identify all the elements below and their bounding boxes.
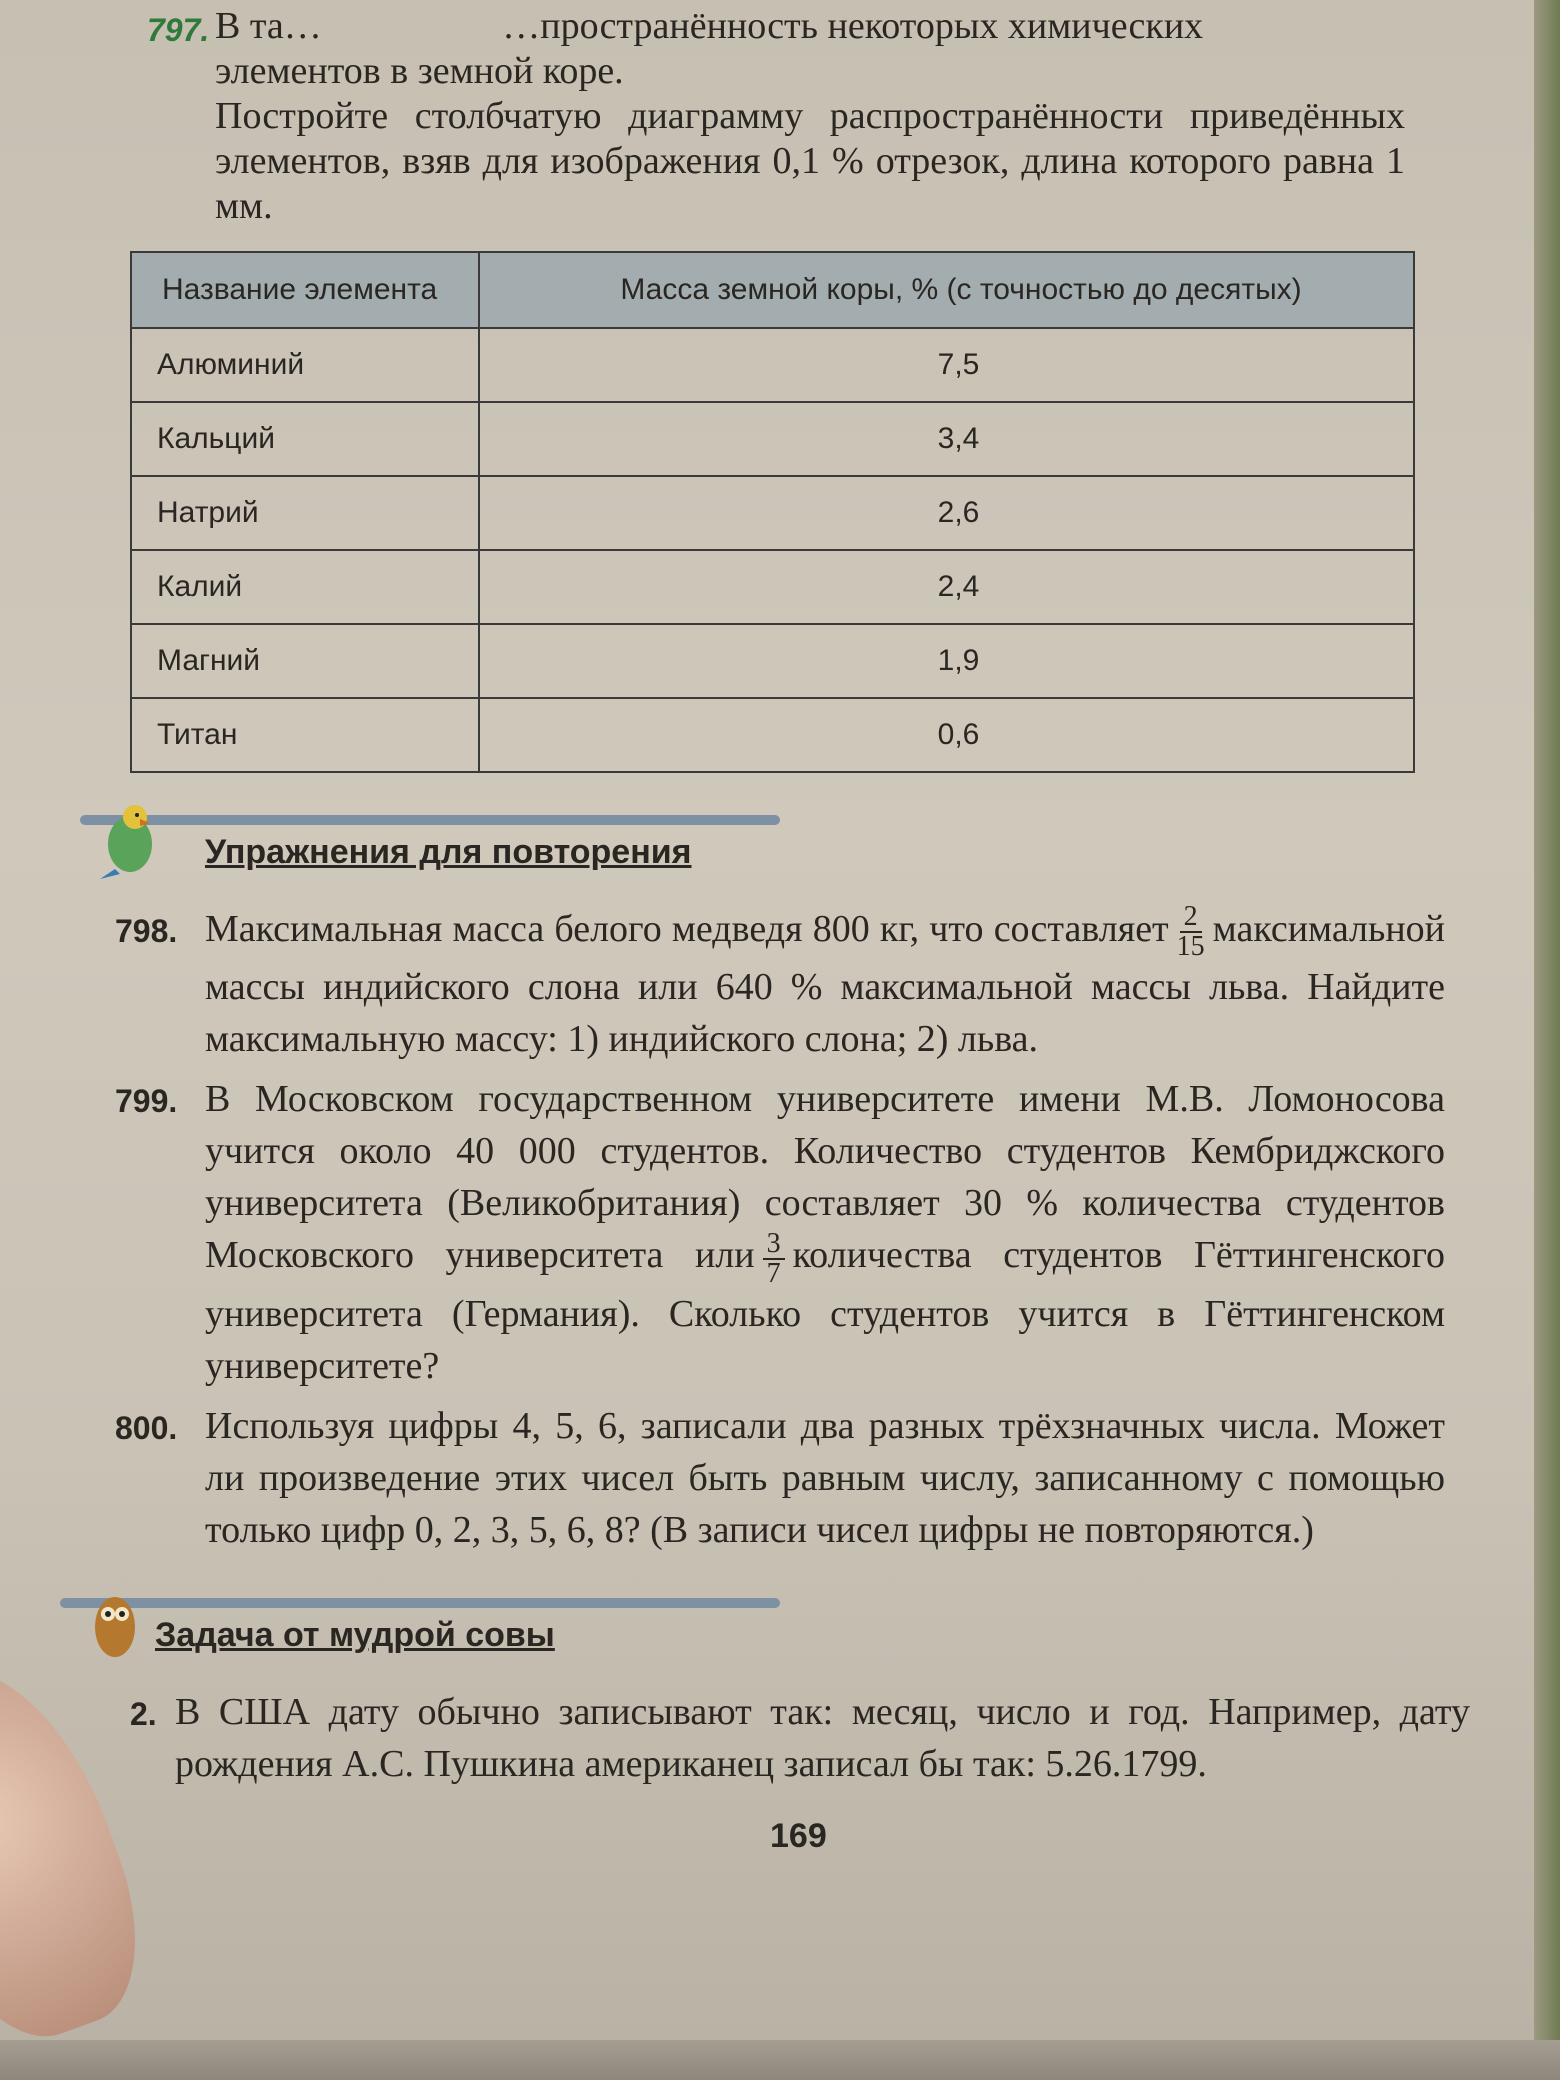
element-value: 2,4 bbox=[479, 550, 1414, 624]
problem-text: количества студентов Гёттингенского университета (Германия). Сколько студентов учится в Гёттингенском университете? bbox=[205, 1234, 1445, 1387]
fraction bbox=[1177, 903, 1205, 961]
element-value: 7,5 bbox=[479, 328, 1414, 402]
problem-number: 2. bbox=[130, 1695, 157, 1732]
owl-problem bbox=[130, 1686, 1470, 1790]
problem-text: В Московском государственном университете имени М.В. Ломоносова учится около 40 000 студентов. Количество студентов Кембриджского университета (Великобритания) составляет 30 % количества студентов Московского университета или bbox=[205, 1078, 1445, 1277]
page-number: 169 bbox=[770, 1816, 827, 1855]
table-row bbox=[131, 550, 1414, 624]
table-header-row bbox=[131, 252, 1414, 328]
section-owl-title: Задача от мудрой совы bbox=[155, 1615, 555, 1654]
element-name: Натрий bbox=[131, 476, 479, 550]
table-row bbox=[131, 476, 1414, 550]
fraction-denominator: 15 bbox=[1176, 931, 1205, 963]
fraction bbox=[763, 1227, 785, 1289]
owl-icon bbox=[60, 1582, 150, 1662]
element-name: Алюминий bbox=[131, 328, 479, 402]
problem-number: 800. bbox=[115, 1409, 178, 1446]
element-name: Кальций bbox=[131, 402, 479, 476]
parrot-icon bbox=[80, 799, 170, 879]
fraction-numerator: 2 bbox=[1180, 903, 1202, 933]
element-name: Магний bbox=[131, 624, 479, 698]
problem-797-line2: элементов в земной коре. bbox=[215, 50, 624, 92]
section-owl bbox=[60, 1612, 1560, 1678]
problem-text: Максимальная масса белого медведя 800 кг, что составляет bbox=[205, 908, 1169, 950]
problem-text: В США дату обычно записывают так: месяц, число и год. Например, дату рождения А.С. Пушкина американец записал бы так: 5.26.1799. bbox=[175, 1690, 1470, 1785]
elements-table bbox=[130, 251, 1415, 773]
section-divider bbox=[80, 815, 780, 825]
problem-797-body: Постройте столбчатую диаграмму распространённости приведённых элементов, взяв для изображения 0,1 % отрезок, длина которого равна 1 мм. bbox=[215, 95, 1405, 227]
table-row bbox=[131, 402, 1414, 476]
page-bottom-shadow bbox=[0, 2040, 1560, 2080]
table-row bbox=[131, 624, 1414, 698]
table-row bbox=[131, 328, 1414, 402]
element-value: 2,6 bbox=[479, 476, 1414, 550]
table-row bbox=[131, 698, 1414, 772]
section-review-title: Упражнения для повторения bbox=[205, 833, 692, 871]
fraction-denominator: 7 bbox=[766, 1257, 781, 1289]
problem-797-number: 797. bbox=[147, 12, 210, 48]
problem-text: максимальной массы индийского слона или 640 % максимальной массы льва. Найдите максимальную массу: 1) индийского слона; 2) льва. bbox=[205, 908, 1445, 1061]
element-value: 1,9 bbox=[479, 624, 1414, 698]
section-review bbox=[80, 829, 1560, 895]
problem-799 bbox=[115, 1073, 1445, 1391]
fraction-numerator: 3 bbox=[763, 1230, 785, 1260]
element-value: 0,6 bbox=[479, 698, 1414, 772]
problem-797-text bbox=[147, 4, 1405, 229]
element-name: Титан bbox=[131, 698, 479, 772]
problem-800 bbox=[115, 1400, 1445, 1556]
problem-number: 799. bbox=[115, 1083, 178, 1120]
section-divider bbox=[60, 1598, 780, 1608]
element-name: Калий bbox=[131, 550, 479, 624]
element-value: 3,4 bbox=[479, 402, 1414, 476]
header-mass-percent: Масса земной коры, % (с точностью до десятых) bbox=[479, 252, 1414, 328]
header-element-name: Название элемента bbox=[131, 252, 479, 328]
problem-797-line1: В та… …пространённость некоторых химических bbox=[215, 5, 1204, 47]
problem-number: 798. bbox=[115, 913, 178, 949]
problem-text: Используя цифры 4, 5, 6, записали два разных трёхзначных числа. Может ли произведение этих чисел быть равным числу, записанному с помощью только цифр 0, 2, 3, 5, 6, 8? (В записи чисел цифры не повторяются.) bbox=[205, 1404, 1445, 1551]
problem-798 bbox=[115, 903, 1445, 1065]
